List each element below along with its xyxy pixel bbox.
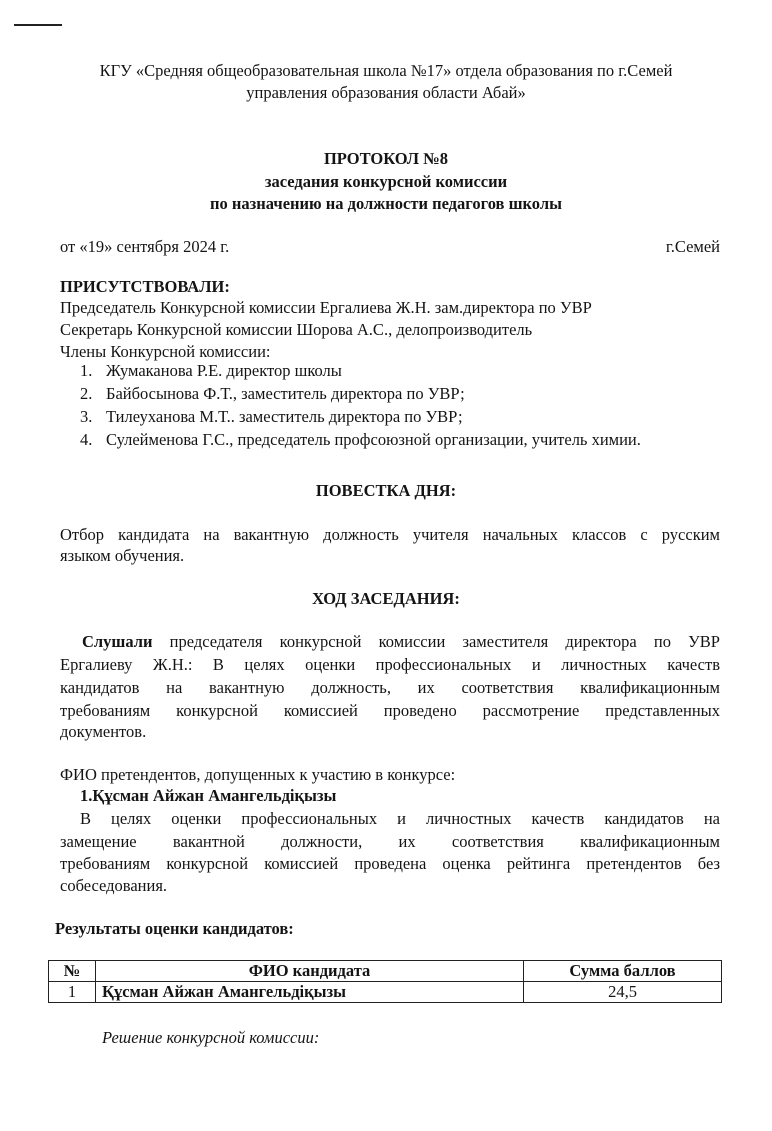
rating-line-3: требованиям конкурсной комиссией проведена оценка рейтинга претендентов без bbox=[60, 854, 720, 873]
row-num: 1 bbox=[49, 982, 96, 1003]
results-table bbox=[48, 960, 722, 1003]
decision-label: Решение конкурсной комиссии: bbox=[102, 1028, 320, 1047]
org-header-line1: КГУ «Средняя общеобразовательная школа №17» отдела образования по г.Семей bbox=[99, 61, 673, 80]
table-header-row bbox=[49, 961, 722, 982]
agenda-line-2: языком обучения. bbox=[60, 546, 185, 565]
secretary-line: Секретарь Конкурсной комиссии Шорова А.С., делопроизводитель bbox=[60, 320, 533, 339]
rating-line-4: собеседования. bbox=[60, 876, 168, 895]
members-list bbox=[80, 360, 641, 452]
protocol-subtitle-1: заседания конкурсной комиссии bbox=[264, 172, 508, 191]
protocol-city: г.Семей bbox=[665, 237, 720, 256]
agenda-line-1: Отбор кандидата на вакантную должность учителя начальных классов с русским bbox=[60, 525, 720, 544]
list-item: 4. Сулейменова Г.С., председатель профсоюзной организации, учитель химии. bbox=[80, 430, 641, 449]
agenda-heading: ПОВЕСТКА ДНЯ: bbox=[315, 481, 457, 500]
applicant-name: 1.Құсман Айжан Амангельдіқызы bbox=[80, 786, 337, 805]
protocol-date: от «19» сентября 2024 г. bbox=[60, 237, 230, 256]
heard-line-4: требованиям конкурсной комиссией проведено рассмотрение представленных bbox=[60, 701, 720, 720]
list-item: 1. Жумаканова Р.Е. директор школы bbox=[80, 361, 342, 380]
applicants-label: ФИО претендентов, допущенных к участию в конкурсе: bbox=[60, 765, 456, 784]
list-item: 2. Байбосынова Ф.Т., заместитель директора по УВР; bbox=[80, 384, 465, 403]
proceedings-heading: ХОД ЗАСЕДАНИЯ: bbox=[312, 589, 460, 608]
heard-line-2: Ергалиеву Ж.Н.: В целях оценки профессиональных и личностных качеств bbox=[60, 655, 720, 674]
scan-mark bbox=[14, 24, 62, 26]
rating-line-1: В целях оценки профессиональных и личностных качеств кандидатов на bbox=[80, 809, 720, 828]
row-name: Құсман Айжан Амангельдіқызы bbox=[96, 982, 524, 1003]
chair-line: Председатель Конкурсной комиссии Ергалиева Ж.Н. зам.директора по УВР bbox=[60, 298, 592, 317]
col-num-header: № bbox=[49, 961, 96, 982]
protocol-title: ПРОТОКОЛ №8 bbox=[323, 149, 449, 168]
members-label: Члены Конкурсной комиссии: bbox=[60, 342, 271, 361]
rating-line-2: замещение вакантной должности, их соответствия квалификационным bbox=[60, 832, 720, 851]
table-row bbox=[49, 982, 722, 1003]
col-score-header: Сумма баллов bbox=[524, 961, 722, 982]
heard-line-1: Слушали председателя конкурсной комиссии заместителя директора по УВР bbox=[82, 632, 720, 651]
list-item: 3. Тилеуханова М.Т.. заместитель директора по УВР; bbox=[80, 407, 463, 426]
heard-line-3: кандидатов на вакантную должность, их соответствия квалификационным bbox=[60, 678, 720, 697]
col-name-header: ФИО кандидата bbox=[96, 961, 524, 982]
protocol-subtitle-2: по назначению на должности педагогов школы bbox=[210, 194, 562, 213]
attendees-heading: ПРИСУТСТВОВАЛИ: bbox=[60, 277, 230, 296]
heard-line-5: документов. bbox=[60, 722, 147, 741]
row-score: 24,5 bbox=[524, 982, 722, 1003]
org-header-line2: управления образования области Абай» bbox=[246, 83, 526, 102]
results-heading: Результаты оценки кандидатов: bbox=[55, 919, 294, 938]
